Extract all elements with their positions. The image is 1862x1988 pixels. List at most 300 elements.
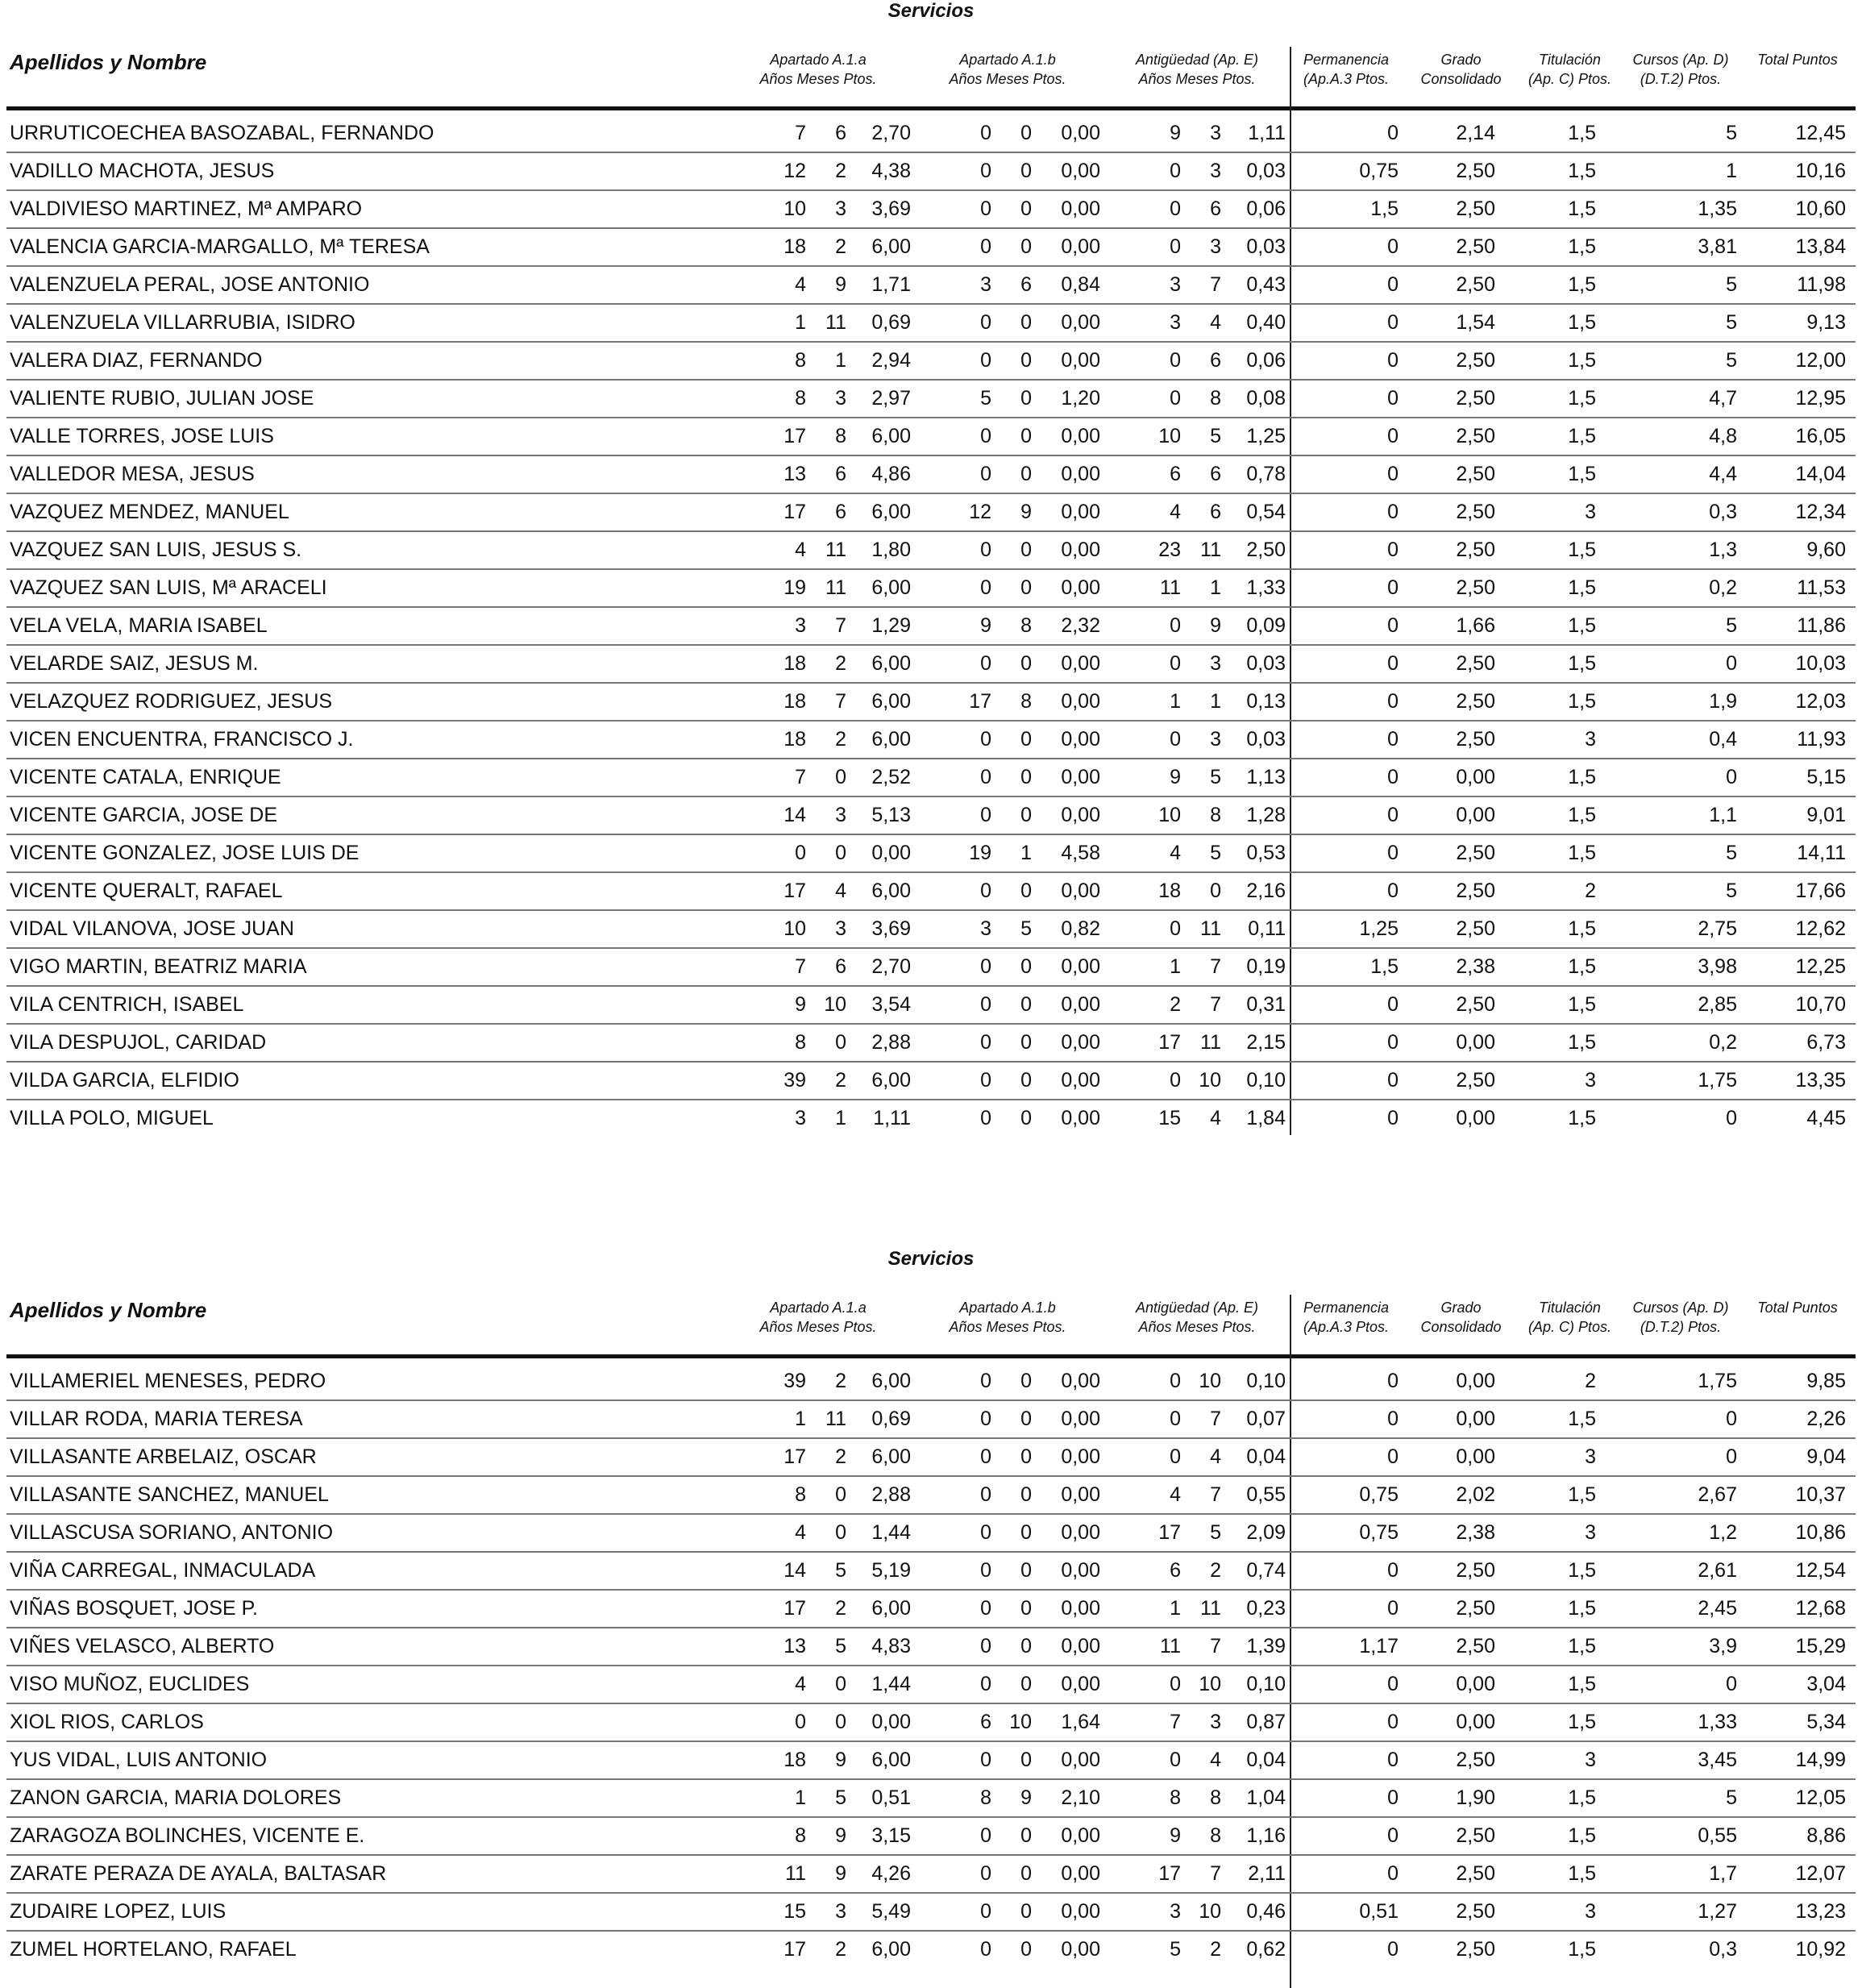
table-row (0, 568, 1862, 606)
antiguedad-months: 6 (1210, 198, 1221, 220)
antiguedad-months: 11 (1200, 917, 1221, 940)
name-cell: YUS VIDAL, LUIS ANTONIO (10, 1749, 268, 1771)
antiguedad-years: 4 (1170, 842, 1181, 864)
antiguedad-years: 0 (1170, 235, 1181, 258)
a1a-months: 10 (824, 993, 846, 1016)
antiguedad-months: 7 (1210, 993, 1221, 1016)
cursos-points: 1,7 (1709, 1862, 1737, 1885)
table-row (0, 1513, 1862, 1551)
row-divider (6, 1854, 1856, 1856)
a1a-months: 2 (835, 1370, 846, 1392)
table-row (0, 1816, 1862, 1854)
antiguedad-points: 0,06 (1246, 349, 1286, 372)
antiguedad-months: 4 (1210, 311, 1221, 334)
a1a-years: 12 (783, 160, 806, 182)
a1a-months: 3 (835, 198, 846, 220)
a1b-months: 0 (1020, 235, 1032, 258)
a1a-years: 1 (795, 311, 806, 334)
a1b-years: 0 (980, 766, 991, 788)
permanencia-points: 0 (1387, 1938, 1399, 1961)
a1a-years: 14 (783, 1559, 806, 1582)
a1b-points: 0,00 (1061, 955, 1100, 978)
row-divider (6, 1778, 1856, 1780)
grado-points: 2,50 (1456, 1559, 1495, 1582)
a1a-points: 6,00 (871, 652, 911, 675)
a1b-years: 0 (980, 652, 991, 675)
name-cell: VILLAMERIEL MENESES, PEDRO (10, 1370, 326, 1392)
a1b-years: 0 (980, 1597, 991, 1620)
a1b-months: 0 (1020, 160, 1032, 182)
a1b-points: 0,00 (1061, 122, 1100, 144)
cursos-points: 3,98 (1698, 955, 1737, 978)
a1a-months: 2 (835, 1445, 846, 1468)
a1a-years: 7 (795, 766, 806, 788)
header-a1b: Apartado A.1.b Años Meses Ptos. (949, 1300, 1066, 1335)
table-row (0, 1023, 1862, 1061)
grado-points: 2,50 (1456, 652, 1495, 675)
titulacion-points: 1,5 (1568, 311, 1596, 334)
permanencia-points: 0 (1387, 1673, 1399, 1695)
header-name: Apellidos y Nombre (10, 1298, 207, 1322)
permanencia-points: 0,75 (1359, 1521, 1399, 1544)
name-cell: VIDAL VILANOVA, JOSE JUAN (10, 917, 294, 940)
a1b-points: 0,00 (1061, 463, 1100, 485)
a1b-points: 0,00 (1061, 652, 1100, 675)
cursos-points: 4,7 (1709, 387, 1737, 410)
table-row (0, 606, 1862, 644)
row-divider (6, 871, 1856, 873)
cursos-points: 1,3 (1709, 539, 1737, 561)
total-points: 13,23 (1795, 1900, 1846, 1923)
titulacion-points: 1,5 (1568, 1031, 1596, 1054)
a1a-years: 8 (795, 349, 806, 372)
cursos-points: 0 (1726, 1107, 1737, 1129)
titulacion-points: 1,5 (1568, 539, 1596, 561)
a1b-months: 0 (1020, 1824, 1032, 1847)
row-divider (6, 417, 1856, 418)
a1a-points: 0,69 (871, 1408, 911, 1430)
row-divider (6, 455, 1856, 456)
antiguedad-points: 1,33 (1246, 576, 1286, 599)
antiguedad-years: 1 (1170, 1597, 1181, 1620)
antiguedad-months: 8 (1210, 804, 1221, 826)
grado-points: 2,50 (1456, 387, 1495, 410)
total-points: 12,95 (1795, 387, 1846, 410)
a1a-months: 0 (835, 842, 846, 864)
antiguedad-years: 18 (1158, 880, 1181, 902)
cursos-points: 5 (1726, 1786, 1737, 1809)
titulacion-points: 1,5 (1568, 766, 1596, 788)
permanencia-points: 0 (1387, 690, 1399, 713)
a1a-points: 5,19 (871, 1559, 911, 1582)
row-divider (6, 1627, 1856, 1628)
total-points: 12,34 (1795, 501, 1846, 523)
antiguedad-years: 11 (1160, 576, 1181, 599)
antiguedad-months: 6 (1210, 501, 1221, 523)
antiguedad-years: 0 (1170, 1445, 1181, 1468)
a1a-points: 4,26 (871, 1862, 911, 1885)
a1b-points: 0,00 (1061, 576, 1100, 599)
total-points: 10,37 (1795, 1483, 1846, 1506)
a1b-points: 2,32 (1061, 614, 1100, 637)
grado-points: 2,50 (1456, 690, 1495, 713)
antiguedad-years: 17 (1158, 1031, 1181, 1054)
a1b-months: 8 (1020, 690, 1032, 713)
name-cell: VADILLO MACHOTA, JESUS (10, 160, 275, 182)
a1a-points: 2,88 (871, 1483, 911, 1506)
antiguedad-months: 11 (1200, 1031, 1221, 1054)
a1a-months: 2 (835, 1938, 846, 1961)
antiguedad-points: 0,74 (1246, 1559, 1286, 1582)
a1b-months: 6 (1020, 273, 1032, 296)
a1b-years: 0 (980, 160, 991, 182)
a1a-points: 2,88 (871, 1031, 911, 1054)
antiguedad-years: 0 (1170, 160, 1181, 182)
antiguedad-years: 15 (1158, 1107, 1181, 1129)
antiguedad-months: 7 (1210, 1483, 1221, 1506)
antiguedad-months: 2 (1210, 1559, 1221, 1582)
header-total: Total Puntos (1757, 52, 1838, 68)
a1b-years: 0 (980, 1031, 991, 1054)
a1a-years: 4 (795, 1521, 806, 1544)
total-points: 14,04 (1795, 463, 1846, 485)
a1a-months: 0 (835, 1711, 846, 1733)
a1a-years: 8 (795, 1483, 806, 1506)
permanencia-points: 0 (1387, 1445, 1399, 1468)
name-cell: URRUTICOECHEA BASOZABAL, FERNANDO (10, 122, 434, 144)
row-divider (6, 720, 1856, 722)
antiguedad-points: 0,10 (1246, 1673, 1286, 1695)
a1b-months: 0 (1020, 1559, 1032, 1582)
grado-points: 0,00 (1456, 1673, 1495, 1695)
antiguedad-years: 7 (1170, 1711, 1181, 1733)
permanencia-points: 0 (1387, 1824, 1399, 1847)
grado-points: 2,50 (1456, 501, 1495, 523)
cursos-points: 0 (1726, 1673, 1737, 1695)
antiguedad-years: 1 (1170, 690, 1181, 713)
header-cursos: Cursos (Ap. D) (D.T.2) Ptos. (1632, 1300, 1729, 1335)
titulacion-points: 1,5 (1568, 273, 1596, 296)
table-row (0, 682, 1862, 720)
total-points: 10,03 (1795, 652, 1846, 675)
a1a-years: 7 (795, 955, 806, 978)
grado-points: 1,90 (1456, 1786, 1495, 1809)
antiguedad-months: 4 (1210, 1445, 1221, 1468)
a1b-years: 0 (980, 235, 991, 258)
antiguedad-months: 10 (1199, 1370, 1221, 1392)
a1a-years: 18 (783, 690, 806, 713)
header-grado: Grado Consolidado (1420, 1300, 1502, 1335)
row-divider (6, 644, 1856, 646)
a1a-months: 3 (835, 1900, 846, 1923)
total-points: 11,98 (1797, 273, 1846, 296)
a1b-years: 0 (980, 1900, 991, 1923)
a1a-years: 0 (795, 842, 806, 864)
table-row (0, 1099, 1862, 1137)
row-divider (6, 189, 1856, 191)
a1a-months: 2 (835, 160, 846, 182)
grado-points: 2,50 (1456, 1069, 1495, 1092)
a1b-years: 0 (980, 1521, 991, 1544)
total-points: 11,93 (1797, 728, 1846, 751)
a1a-points: 1,44 (871, 1673, 911, 1695)
a1a-months: 9 (835, 1824, 846, 1847)
antiguedad-years: 10 (1158, 804, 1181, 826)
antiguedad-years: 6 (1170, 463, 1181, 485)
row-divider (6, 1703, 1856, 1704)
a1a-points: 6,00 (871, 1445, 911, 1468)
table-row (0, 1400, 1862, 1437)
grado-points: 0,00 (1456, 1107, 1495, 1129)
a1a-months: 7 (835, 690, 846, 713)
cursos-points: 1,1 (1709, 804, 1737, 826)
antiguedad-points: 0,07 (1246, 1408, 1286, 1430)
name-cell: VAZQUEZ MENDEZ, MANUEL (10, 501, 289, 523)
table-row (0, 909, 1862, 947)
cursos-points: 3,45 (1698, 1749, 1737, 1771)
row-divider (6, 947, 1856, 949)
total-points: 13,84 (1795, 235, 1846, 258)
table-row (0, 189, 1862, 227)
cursos-points: 5 (1726, 614, 1737, 637)
antiguedad-points: 1,39 (1246, 1635, 1286, 1657)
total-points: 10,60 (1795, 198, 1846, 220)
total-points: 14,99 (1795, 1749, 1846, 1771)
cursos-points: 5 (1726, 349, 1737, 372)
antiguedad-months: 7 (1210, 955, 1221, 978)
a1b-months: 0 (1020, 1408, 1032, 1430)
a1b-points: 0,00 (1061, 1673, 1100, 1695)
antiguedad-months: 8 (1210, 387, 1221, 410)
a1b-months: 10 (1009, 1711, 1032, 1733)
antiguedad-points: 1,11 (1248, 122, 1286, 144)
permanencia-points: 0 (1387, 1559, 1399, 1582)
antiguedad-points: 0,06 (1246, 198, 1286, 220)
table-row (0, 871, 1862, 909)
name-cell: VILA DESPUJOL, CARIDAD (10, 1031, 267, 1054)
cursos-points: 2,67 (1698, 1483, 1737, 1506)
titulacion-points: 1,5 (1568, 1107, 1596, 1129)
total-points: 10,16 (1795, 160, 1846, 182)
a1a-months: 6 (835, 955, 846, 978)
titulacion-points: 1,5 (1568, 1483, 1596, 1506)
cursos-points: 5 (1726, 122, 1737, 144)
cursos-points: 4,8 (1709, 425, 1737, 447)
a1b-years: 8 (980, 1786, 991, 1809)
total-points: 12,25 (1795, 955, 1846, 978)
row-divider (6, 985, 1856, 987)
grado-points: 2,50 (1456, 993, 1495, 1016)
a1b-months: 0 (1020, 425, 1032, 447)
grado-points: 2,50 (1456, 160, 1495, 182)
grado-points: 2,50 (1456, 728, 1495, 751)
header-rule (6, 1354, 1856, 1358)
cursos-points: 5 (1726, 311, 1737, 334)
name-cell: VELA VELA, MARIA ISABEL (10, 614, 268, 637)
a1a-years: 17 (783, 1938, 806, 1961)
antiguedad-months: 5 (1210, 842, 1221, 864)
section-title: Servicios (887, 1248, 975, 1270)
titulacion-points: 1,5 (1568, 690, 1596, 713)
a1a-years: 18 (783, 652, 806, 675)
a1a-months: 3 (835, 917, 846, 940)
antiguedad-points: 0,54 (1246, 501, 1286, 523)
antiguedad-years: 0 (1170, 1673, 1181, 1695)
a1a-points: 0,69 (871, 311, 911, 334)
a1a-years: 10 (783, 917, 806, 940)
total-points: 13,35 (1795, 1069, 1846, 1092)
permanencia-points: 0,51 (1359, 1900, 1399, 1923)
row-divider (6, 1437, 1856, 1439)
name-cell: VALERA DIAZ, FERNANDO (10, 349, 263, 372)
titulacion-points: 1,5 (1568, 993, 1596, 1016)
a1b-months: 0 (1020, 652, 1032, 675)
total-points: 6,73 (1806, 1031, 1846, 1054)
a1a-points: 6,00 (871, 728, 911, 751)
row-divider (6, 379, 1856, 381)
antiguedad-years: 6 (1170, 1559, 1181, 1582)
cursos-points: 1,75 (1698, 1370, 1737, 1392)
permanencia-points: 0 (1387, 1597, 1399, 1620)
antiguedad-months: 4 (1210, 1749, 1221, 1771)
antiguedad-points: 0,53 (1246, 842, 1286, 864)
row-divider (6, 227, 1856, 229)
a1a-months: 9 (835, 273, 846, 296)
grado-points: 2,14 (1456, 122, 1495, 144)
antiguedad-points: 0,78 (1246, 463, 1286, 485)
antiguedad-months: 8 (1210, 1824, 1221, 1847)
header-a1b: Apartado A.1.b Años Meses Ptos. (949, 52, 1066, 87)
grado-points: 2,50 (1456, 463, 1495, 485)
permanencia-points: 0 (1387, 1370, 1399, 1392)
name-cell: ZUDAIRE LOPEZ, LUIS (10, 1900, 227, 1923)
antiguedad-months: 9 (1210, 614, 1221, 637)
name-cell: VIÑAS BOSQUET, JOSE P. (10, 1597, 258, 1620)
a1a-years: 17 (783, 880, 806, 902)
a1b-points: 0,00 (1061, 235, 1100, 258)
table-row (0, 985, 1862, 1023)
a1a-points: 1,29 (871, 614, 911, 637)
table-row (0, 227, 1862, 265)
a1a-years: 15 (783, 1900, 806, 1923)
a1b-years: 0 (980, 1824, 991, 1847)
antiguedad-points: 2,16 (1246, 880, 1286, 902)
name-cell: ZANON GARCIA, MARIA DOLORES (10, 1786, 342, 1809)
table-row (0, 1665, 1862, 1703)
a1b-months: 0 (1020, 766, 1032, 788)
a1a-points: 1,80 (871, 539, 911, 561)
a1a-years: 17 (783, 1445, 806, 1468)
permanencia-points: 0 (1387, 993, 1399, 1016)
a1a-months: 0 (835, 1031, 846, 1054)
a1b-years: 0 (980, 463, 991, 485)
antiguedad-months: 3 (1210, 235, 1221, 258)
a1a-years: 8 (795, 1031, 806, 1054)
antiguedad-points: 2,50 (1246, 539, 1286, 561)
a1a-months: 7 (835, 614, 846, 637)
antiguedad-years: 0 (1170, 917, 1181, 940)
titulacion-points: 1,5 (1568, 463, 1596, 485)
a1b-months: 0 (1020, 463, 1032, 485)
antiguedad-points: 0,08 (1246, 387, 1286, 410)
permanencia-points: 0 (1387, 501, 1399, 523)
a1a-points: 6,00 (871, 425, 911, 447)
name-cell: VELARDE SAIZ, JESUS M. (10, 652, 259, 675)
permanencia-points: 0 (1387, 539, 1399, 561)
name-cell: VALENZUELA PERAL, JOSE ANTONIO (10, 273, 370, 296)
table-row (0, 834, 1862, 871)
a1b-months: 0 (1020, 1483, 1032, 1506)
titulacion-points: 1,5 (1568, 1635, 1596, 1657)
table-row (0, 341, 1862, 379)
a1b-years: 19 (969, 842, 991, 864)
total-points: 15,29 (1795, 1635, 1846, 1657)
permanencia-points: 0 (1387, 1031, 1399, 1054)
a1a-months: 11 (825, 576, 846, 599)
table-row (0, 1854, 1862, 1892)
a1b-points: 0,00 (1061, 539, 1100, 561)
name-cell: ZARAGOZA BOLINCHES, VICENTE E. (10, 1824, 365, 1847)
a1a-years: 17 (783, 1597, 806, 1620)
name-cell: VIÑES VELASCO, ALBERTO (10, 1635, 275, 1657)
a1a-months: 2 (835, 1069, 846, 1092)
a1a-years: 18 (783, 1749, 806, 1771)
antiguedad-months: 3 (1210, 160, 1221, 182)
row-divider (6, 303, 1856, 305)
row-divider (6, 1816, 1856, 1818)
antiguedad-years: 8 (1170, 1786, 1181, 1809)
a1b-months: 0 (1020, 804, 1032, 826)
antiguedad-years: 3 (1170, 1900, 1181, 1923)
a1a-points: 0,00 (871, 842, 911, 864)
a1b-years: 0 (980, 425, 991, 447)
antiguedad-points: 2,15 (1246, 1031, 1286, 1054)
a1a-points: 3,69 (871, 198, 911, 220)
grado-points: 0,00 (1456, 1408, 1495, 1430)
table-row (0, 1627, 1862, 1665)
antiguedad-months: 7 (1210, 1408, 1221, 1430)
a1a-years: 13 (783, 1635, 806, 1657)
name-cell: VICENTE GONZALEZ, JOSE LUIS DE (10, 842, 360, 864)
antiguedad-points: 1,28 (1246, 804, 1286, 826)
a1b-years: 0 (980, 1749, 991, 1771)
titulacion-points: 1,5 (1568, 160, 1596, 182)
total-points: 12,07 (1795, 1862, 1846, 1885)
name-cell: VICENTE GARCIA, JOSE DE (10, 804, 278, 826)
name-cell: VAZQUEZ SAN LUIS, JESUS S. (10, 539, 302, 561)
permanencia-points: 0 (1387, 349, 1399, 372)
a1b-months: 0 (1020, 1370, 1032, 1392)
a1a-points: 0,00 (871, 1711, 911, 1733)
a1b-months: 0 (1020, 880, 1032, 902)
antiguedad-years: 0 (1170, 349, 1181, 372)
total-points: 10,70 (1795, 993, 1846, 1016)
antiguedad-years: 0 (1170, 1749, 1181, 1771)
a1a-years: 18 (783, 235, 806, 258)
row-divider (6, 530, 1856, 532)
name-cell: VILA CENTRICH, ISABEL (10, 993, 244, 1016)
a1b-years: 0 (980, 880, 991, 902)
a1b-points: 0,00 (1061, 993, 1100, 1016)
a1b-months: 0 (1020, 1673, 1032, 1695)
a1b-points: 0,00 (1061, 1031, 1100, 1054)
a1b-months: 0 (1020, 1862, 1032, 1885)
a1b-points: 0,00 (1061, 349, 1100, 372)
a1a-points: 6,00 (871, 1749, 911, 1771)
antiguedad-points: 0,03 (1246, 160, 1286, 182)
row-divider (6, 909, 1856, 911)
name-cell: VALDIVIESO MARTINEZ, Mª AMPARO (10, 198, 363, 220)
